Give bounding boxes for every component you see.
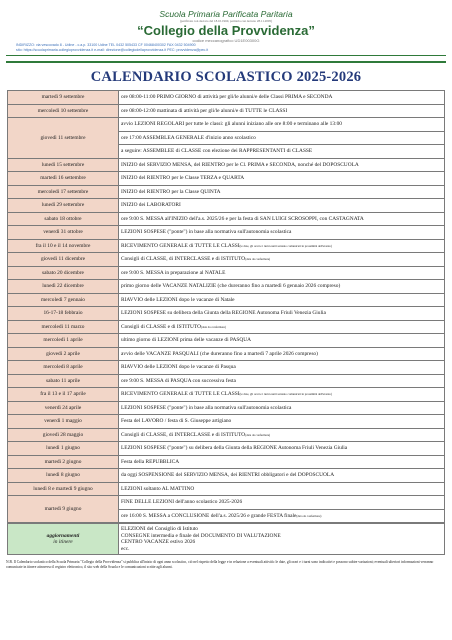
row-date: martedì 9 settembre xyxy=(8,91,119,105)
event-text: INIZIO del RIENTRO per le Classe TERZA e QUARTA xyxy=(121,175,245,181)
event-note: (le date, gli orari e i turni esatti saranno comunicati in prossimità dell'evento) xyxy=(239,392,332,396)
row-date: mercoledì 11 marzo xyxy=(8,320,119,334)
row-event xyxy=(119,469,445,483)
row-date: giovedì 11 settembre xyxy=(8,118,119,159)
table-row xyxy=(8,307,445,321)
event-text: ore 9:00 S. MESSA di PASQUA con successiva festa xyxy=(121,377,236,384)
row-event xyxy=(119,118,445,132)
row-event xyxy=(119,199,445,213)
row-event xyxy=(119,320,445,334)
event-text: LEZIONI SOSPESE ("ponte") su delibera della Giunta della REGIONE Autonoma Friuli Venezia Giulia xyxy=(121,445,348,451)
row-event xyxy=(119,212,445,226)
event-text: avvio LEZIONI REGOLARI per tutte le classi: gli alunni iniziano alle ore 8:00 e terminano alle 13:00 xyxy=(121,121,342,127)
table-row xyxy=(8,239,445,253)
row-date: giovedì 28 maggio xyxy=(8,428,119,442)
row-event xyxy=(119,509,445,523)
event-text: Consigli di CLASSE e di ISTITUTO xyxy=(121,323,202,330)
updates-content xyxy=(119,524,445,555)
row-event xyxy=(119,455,445,469)
row-event xyxy=(119,374,445,388)
row-date: martedì 9 giugno xyxy=(8,496,119,523)
row-event xyxy=(119,131,445,145)
footnote: N.B. Il Calendario scolastico della Scuola Primaria "Collegio della Provvidenza" si pubblica all'inizio di ogni anno scolastico, ciò nel rispetto della legge e in relazione a eventuali attività: le date, gli orari e i turni sono indicativi e possono subire variazioni; eventuali ulteriori informazioni verranno comunicate in itinere attraverso il registro elettronico, il sito web della Scuola e le comunicazioni scritte agli alunni. xyxy=(6,560,434,569)
row-date: fra il 10 e il 14 novembre xyxy=(8,239,119,253)
event-text: INIZIO del RIENTRO per la Classe QUINTA xyxy=(121,188,221,195)
row-date: lunedì 8 giugno xyxy=(8,469,119,483)
event-note: (le date, gli orari e i turni esatti saranno comunicati in prossimità dell'evento) xyxy=(239,243,332,248)
row-event xyxy=(119,185,445,199)
table-row xyxy=(8,401,445,415)
row-date: lunedì 1 giugno xyxy=(8,442,119,456)
row-event xyxy=(119,239,445,253)
contacts-line-1: INDIRIZZO: via vescovado 8 - Udine - c.a.p. 33100 Udine TEL 0432 505433 CF 00468400302 FAX 0432 504900 xyxy=(16,43,196,47)
contacts-line-2[interactable]: sito: https://scuolaprimaria.collegioprovvidenza.it e-mail: direzione@collegiodellaprovvidenza.it PEC: provvidenza@pec.it xyxy=(16,48,209,52)
row-date: lunedì 22 dicembre xyxy=(8,280,119,294)
event-text: ore 17:00 ASSEMBLEA GENERALE d'inizio anno scolastico xyxy=(121,134,256,141)
decree-line: (parificata con decreto del 18.10.1960, paritaria con decreto 28.11.2005) xyxy=(179,19,273,23)
row-event xyxy=(119,442,445,456)
row-event xyxy=(119,361,445,375)
table-row xyxy=(8,469,445,483)
table-row xyxy=(8,91,445,105)
row-event xyxy=(119,388,445,402)
row-event xyxy=(119,226,445,240)
table-row xyxy=(8,226,445,240)
event-text: Consigli di CLASSE, di INTERCLASSE e di ISTITUTO xyxy=(121,256,246,262)
school-code: codice meccanografico UD1E00300G xyxy=(192,38,260,43)
table-row xyxy=(8,199,445,213)
event-text: Festa del LAVORO / festa di S. Giuseppe artigiano xyxy=(121,418,232,424)
table-row xyxy=(8,347,445,361)
row-event xyxy=(119,266,445,280)
table-row xyxy=(8,158,445,172)
event-text: LEZIONI SOSPESE ("ponte") in base alla normativa sull'autonomia scolastica xyxy=(121,229,292,235)
row-date: mercoledì 8 aprile xyxy=(8,361,119,375)
event-text: RIAVVIO delle LEZIONI dopo le vacanze di Pasqua xyxy=(121,364,236,370)
row-date: sabato 20 dicembre xyxy=(8,266,119,280)
row-date: venerdì 31 ottobre xyxy=(8,226,119,240)
updates-label xyxy=(8,524,119,555)
event-text: ore 9:00 S. MESSA all'INIZIO dell'a.s. 2025/26 e per la festa di SAN LUIGI SCROSOPPI, con CASTAGNATA xyxy=(121,215,364,222)
row-date: lunedì 15 settembre xyxy=(8,158,119,172)
row-date: martedì 16 settembre xyxy=(8,172,119,186)
table-row xyxy=(8,104,445,118)
event-text: LEZIONI soltanto AL MATTINO xyxy=(121,485,195,492)
table-row xyxy=(8,185,445,199)
row-event xyxy=(119,158,445,172)
event-text: FINE DELLE LEZIONI dell'anno scolastico 2025-2026 xyxy=(121,499,243,505)
event-text: Festa della REPUBBLICA xyxy=(121,458,180,465)
event-note: (data da confermare) xyxy=(296,513,322,518)
row-event xyxy=(119,401,445,415)
row-date: giovedì 11 dicembre xyxy=(8,253,119,267)
table-row xyxy=(8,361,445,375)
row-date: sabato 11 aprile xyxy=(8,374,119,388)
event-text: avvio delle VACANZE PASQUALI (che dureranno fino a martedì 7 aprile 2026 compreso) xyxy=(121,350,318,357)
row-date: fra il 13 e il 17 aprile xyxy=(8,388,119,402)
event-note: (data da confermare) xyxy=(245,257,271,261)
event-text: RIAVVIO delle LEZIONI dopo le vacanze di Natale xyxy=(121,296,235,303)
row-event xyxy=(119,496,445,510)
event-text: primo giorno delle VACANZE NATALIZIE (che dureranno fino a martedì 6 gennaio 2026 compreso) xyxy=(121,283,341,289)
row-date: mercoledì 7 gennaio xyxy=(8,293,119,307)
event-text: ore 08:00-12:00 mattinata di attività per gli/le alunni/e di TUTTE le CLASSI xyxy=(121,107,288,114)
row-event xyxy=(119,415,445,429)
table-row xyxy=(8,172,445,186)
table-row xyxy=(8,415,445,429)
table-row xyxy=(8,334,445,348)
table-row xyxy=(8,266,445,280)
row-event xyxy=(119,91,445,105)
table-row xyxy=(8,280,445,294)
letterhead xyxy=(6,9,446,56)
table-row xyxy=(8,212,445,226)
calendar-page xyxy=(6,6,446,634)
row-event xyxy=(119,307,445,321)
divider xyxy=(6,61,446,63)
table-row xyxy=(8,374,445,388)
event-text: INIZIO del SERVIZIO MENSA, del RIENTRO per le Cl. PRIMA e SECONDA, nonché del DOPOSCUOLA xyxy=(121,161,359,168)
table-row xyxy=(8,320,445,334)
table-row xyxy=(8,496,445,510)
row-event xyxy=(119,293,445,307)
row-event xyxy=(119,253,445,267)
row-date: mercoledì 10 settembre xyxy=(8,104,119,118)
row-date: mercoledì 1 aprile xyxy=(8,334,119,348)
table-row xyxy=(8,455,445,469)
row-event xyxy=(119,104,445,118)
page-title: CALENDARIO SCOLASTICO 2025-2026 xyxy=(90,69,362,85)
row-date: lunedì 29 settembre xyxy=(8,199,119,213)
event-text: a seguire: ASSEMBLEE di CLASSE con elezione dei RAPPRESENTANTI di CLASSE xyxy=(121,148,313,154)
event-text: RICEVIMENTO GENERALE di TUTTE LE CLASSI xyxy=(121,242,240,249)
table-row xyxy=(8,253,445,267)
row-event xyxy=(119,280,445,294)
event-text: LEZIONI SOSPESE ("ponte") in base alla normativa sull'autonomia scolastica xyxy=(121,404,292,411)
updates-label-1: aggiornamenti xyxy=(46,532,80,539)
event-note: (data da confermare) xyxy=(245,432,271,437)
row-event xyxy=(119,482,445,496)
table-row xyxy=(8,118,445,132)
updates-table xyxy=(7,523,445,555)
row-date: venerdì 24 aprile xyxy=(8,401,119,415)
row-event xyxy=(119,347,445,361)
row-date: giovedì 2 aprile xyxy=(8,347,119,361)
event-text: ore 9:00 S. MESSA in preparazione al NATALE xyxy=(121,269,226,276)
updates-line-3: CENTRO VACANZE estivo 2026 xyxy=(121,539,196,545)
event-text: RICEVIMENTO GENERALE di TUTTE LE CLASSI xyxy=(121,391,240,397)
event-text: LEZIONI SOSPESE su delibera della Giunta della REGIONE Autonoma Friuli Venezia Giulia xyxy=(121,310,326,316)
row-event xyxy=(119,334,445,348)
updates-line-1: ELEZIONI del Consiglio di Istituto xyxy=(121,526,198,532)
table-row xyxy=(8,293,445,307)
event-text: ore 08:00-11:00 PRIMO GIORNO di attività per gli/le alunni/e delle Classi PRIMA e SECONDA xyxy=(121,94,333,100)
row-date: lunedì 8 e martedì 9 giugno xyxy=(8,482,119,496)
row-date: 16-17-18 febbraio xyxy=(8,307,119,321)
updates-line-2: CONSEGNE intermedia e finale del DOCUMENTO DI VALUTAZIONE xyxy=(121,532,281,539)
updates-line-4: ecc. xyxy=(121,545,130,552)
event-text: Consigli di CLASSE, di INTERCLASSE e di ISTITUTO xyxy=(121,431,246,438)
row-date: sabato 18 ottobre xyxy=(8,212,119,226)
row-event xyxy=(119,172,445,186)
row-date: martedì 2 giugno xyxy=(8,455,119,469)
calendar-table xyxy=(7,90,445,523)
table-row xyxy=(8,442,445,456)
row-event xyxy=(119,428,445,442)
event-text: ultimo giorno di LEZIONI prima delle vacanze di PASQUA xyxy=(121,337,252,343)
table-row xyxy=(8,388,445,402)
table-row xyxy=(8,482,445,496)
school-name: Scuola Primaria Parificata Paritaria xyxy=(159,9,293,19)
event-text: ore 16:00 S. MESSA a CONCLUSIONE dell'a.s. 2025/26 e grande FESTA finale xyxy=(121,512,297,519)
table-row xyxy=(8,428,445,442)
row-date: venerdì 1 maggio xyxy=(8,415,119,429)
event-note: (data da confermare) xyxy=(201,324,226,329)
college-name: “Collegio della Provvidenza” xyxy=(137,23,315,38)
event-text: da oggi SOSPENSIONE del SERVIZIO MENSA, dei RIENTRI obbligatori e del DOPOSCUOLA xyxy=(121,472,335,478)
event-text: INIZIO dei LABORATORI xyxy=(121,202,181,208)
updates-label-2: in itinere xyxy=(53,539,73,545)
row-date: mercoledì 17 settembre xyxy=(8,185,119,199)
row-event xyxy=(119,145,445,159)
